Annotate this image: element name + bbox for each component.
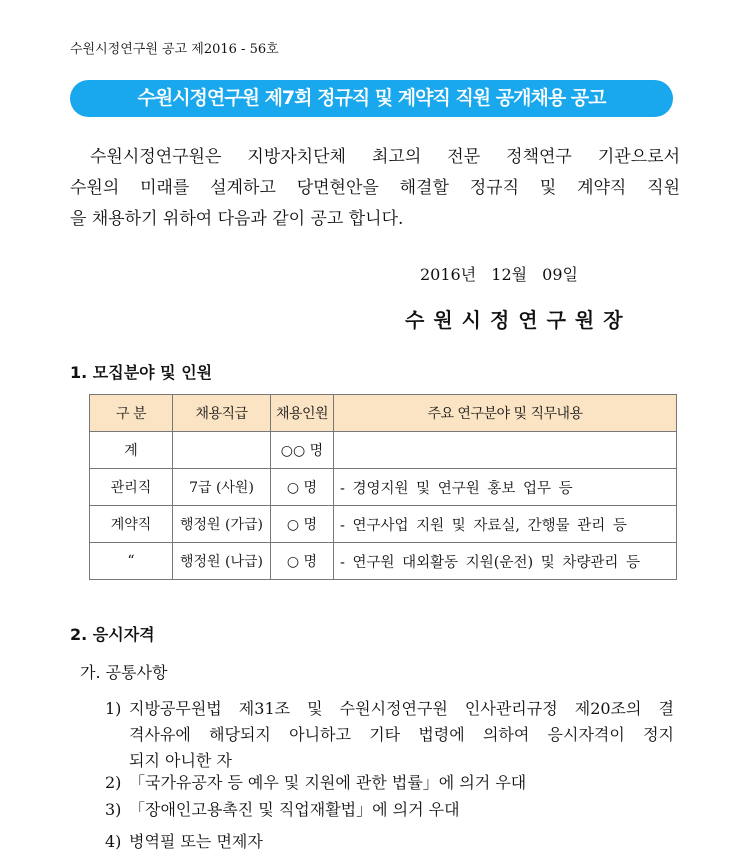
list-item <box>105 829 680 855</box>
recruitment-table <box>89 394 677 580</box>
item-number: 4) <box>105 832 122 851</box>
intro-line: 을 채용하기 위하여 다음과 같이 공고 합니다. <box>70 209 404 229</box>
headcount-cell: ○ 명 <box>271 506 334 543</box>
category-cell: “ <box>90 543 173 580</box>
intro-line: 수원의 미래를 설계하고 당면현안을 해결할 정규직 및 계약직 직원 <box>70 178 680 198</box>
category-cell: 관리직 <box>90 469 173 506</box>
headcount-cell: ○ 명 <box>271 469 334 506</box>
list-item <box>105 770 680 796</box>
item-number: 3) <box>105 800 122 819</box>
table-row <box>90 543 677 580</box>
grade-cell: 행정원 (나급) <box>173 543 271 580</box>
duties-cell: - 경영지원 및 연구원 홍보 업무 등 <box>334 469 677 506</box>
announcement-date: 2016년 12월 09일 <box>420 265 578 284</box>
grade-cell: 7급 (사원) <box>173 469 271 506</box>
intro-paragraph <box>70 142 680 235</box>
category-cell: 계약직 <box>90 506 173 543</box>
header-cell: 구 분 <box>90 395 173 432</box>
document-number: 수원시정연구원 공고 제2016 - 56호 <box>70 42 279 57</box>
table-row <box>90 506 677 543</box>
list-item <box>105 797 680 823</box>
table-header-row <box>90 395 677 432</box>
header-cell: 주요 연구분야 및 직무내용 <box>334 395 677 432</box>
table-row <box>90 432 677 469</box>
duties-cell <box>334 432 677 469</box>
headcount-cell: ○ 명 <box>271 543 334 580</box>
title-banner: 수원시정연구원 제7회 정규직 및 계약직 직원 공개채용 공고 <box>70 80 673 117</box>
list-item <box>105 696 680 774</box>
item-line: 「국가유공자 등 예우 및 지원에 관한 법률」에 의거 우대 <box>129 773 527 792</box>
signature: 수원시정연구원장 <box>405 308 632 332</box>
duties-cell: - 연구사업 지원 및 자료실, 간행물 관리 등 <box>334 506 677 543</box>
grade-cell <box>173 432 271 469</box>
grade-cell: 행정원 (가급) <box>173 506 271 543</box>
header-cell: 채용직급 <box>173 395 271 432</box>
category-cell: 계 <box>90 432 173 469</box>
item-number: 1) <box>105 699 122 718</box>
section-heading: 1. 모집분야 및 인원 <box>70 363 213 382</box>
section-heading: 2. 응시자격 <box>70 625 155 644</box>
sub-heading: 가. 공통사항 <box>80 663 168 682</box>
item-line: 되지 아니한 자 <box>129 751 232 770</box>
item-line: 병역필 또는 면제자 <box>129 832 263 851</box>
item-number: 2) <box>105 773 122 792</box>
item-line: 「장애인고용촉진 및 직업재활법」에 의거 우대 <box>129 800 460 819</box>
header-cell: 채용인원 <box>271 395 334 432</box>
headcount-cell: ○○ 명 <box>271 432 334 469</box>
item-line: 격사유에 해당되지 아니하고 기타 법령에 의하여 응시자격이 정지 <box>129 725 674 744</box>
table-row <box>90 469 677 506</box>
duties-cell: - 연구원 대외활동 지원(운전) 및 차량관리 등 <box>334 543 677 580</box>
item-line: 지방공무원법 제31조 및 수원시정연구원 인사관리규정 제20조의 결 <box>129 699 674 718</box>
intro-line: 수원시정연구원은 지방자치단체 최고의 전문 정책연구 기관으로서 <box>90 147 680 167</box>
